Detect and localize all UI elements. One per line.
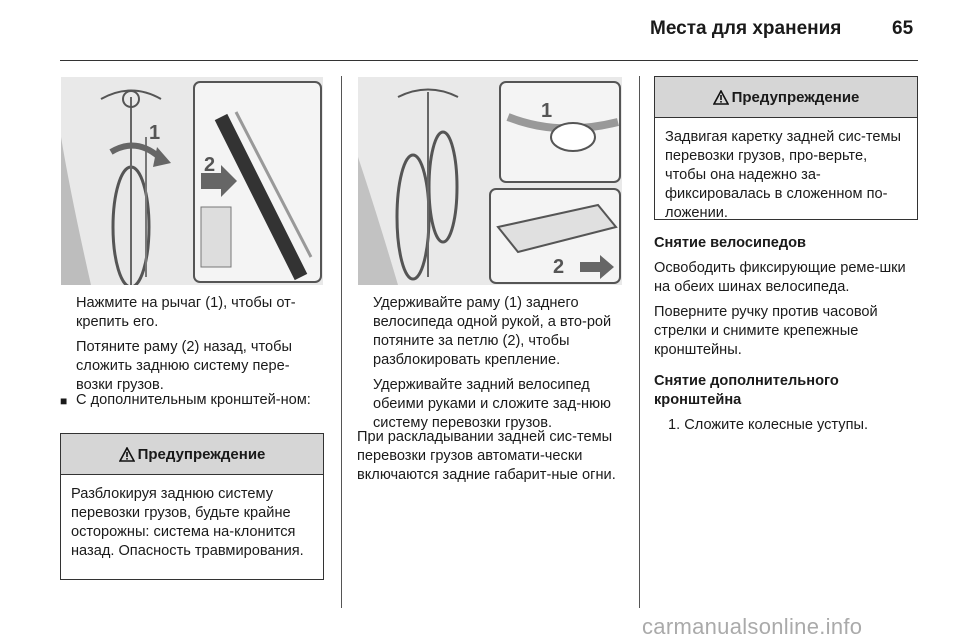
bullet-marker: ■ — [60, 394, 68, 408]
figure-label-2: 1 — [149, 122, 161, 144]
col3-sec2-item: 1. Сложите колесные уступы. — [668, 417, 869, 433]
column-divider-right — [639, 76, 640, 608]
page-number: 65 — [892, 18, 914, 39]
page-title: Места для хранения — [650, 18, 842, 39]
col2-para1: Удерживайте раму (1) заднего велосипеда одной рукой, а вто-рой потяните за петлю (2), чтобы разблокировать крепление. — [373, 295, 612, 368]
warning-title: Предупреждение — [731, 88, 860, 106]
col1-bullet-text: С дополнительным кронштей-ном: — [76, 392, 311, 408]
section-title-remove-bikes: Снятие велосипедов — [654, 235, 807, 251]
figure-label-1: 2 — [204, 154, 216, 176]
col3-sec1-para1: Освободить фиксирующие реме-шки на обеих шинах велосипеда. — [654, 260, 906, 295]
figure-label-2: 2 — [553, 256, 565, 278]
watermark: carmanualsonline.info — [642, 614, 863, 639]
header-rule — [60, 60, 918, 61]
figure-bike-rack-lever — [61, 77, 323, 285]
col2-para3: При раскладывании задней сис-темы перевозки грузов автомати-чески включаются задние габарит-ные огни. — [357, 429, 616, 483]
col1-para2: Потяните раму (2) назад, чтобы сложить заднюю систему пере-возки грузов. — [76, 339, 292, 393]
col3-sec1-para2: Поверните ручку против часовой стрелки и снимите крепежные кронштейны. — [654, 304, 878, 358]
col1-para1: Нажмите на рычаг (1), чтобы от-крепить его. — [76, 295, 296, 330]
warning-body: Задвигая каретку задней сис-темы перевозки грузов, про-верьте, чтобы она надежно за-фиксировалась в сложенном по-ложении. — [665, 129, 902, 221]
col1-instructions — [76, 294, 326, 401]
warning-title: Предупреждение — [137, 445, 266, 463]
warning-header — [655, 77, 917, 118]
warning-body: Разблокируя заднюю систему перевозки грузов, будьте крайне осторожны: система на-клонится назад. Опасность травмирования. — [71, 486, 304, 559]
section-title-remove-bracket: Снятие дополнительного кронштейна — [654, 373, 839, 408]
column-divider-left — [341, 76, 342, 608]
warning-box-col3 — [654, 76, 918, 220]
warning-triangle-icon — [119, 447, 135, 462]
col3-sections — [654, 234, 924, 441]
figure-label-1: 1 — [541, 100, 553, 122]
warning-triangle-icon — [713, 90, 729, 105]
warning-box-col1 — [60, 433, 324, 580]
warning-header — [61, 434, 323, 475]
figure-bike-unlock-loop — [358, 77, 622, 285]
col2-para2: Удерживайте задний велосипед обеими руками и сложите зад-нюю систему перевозки грузов. — [373, 377, 612, 431]
col2-instructions — [373, 294, 627, 439]
